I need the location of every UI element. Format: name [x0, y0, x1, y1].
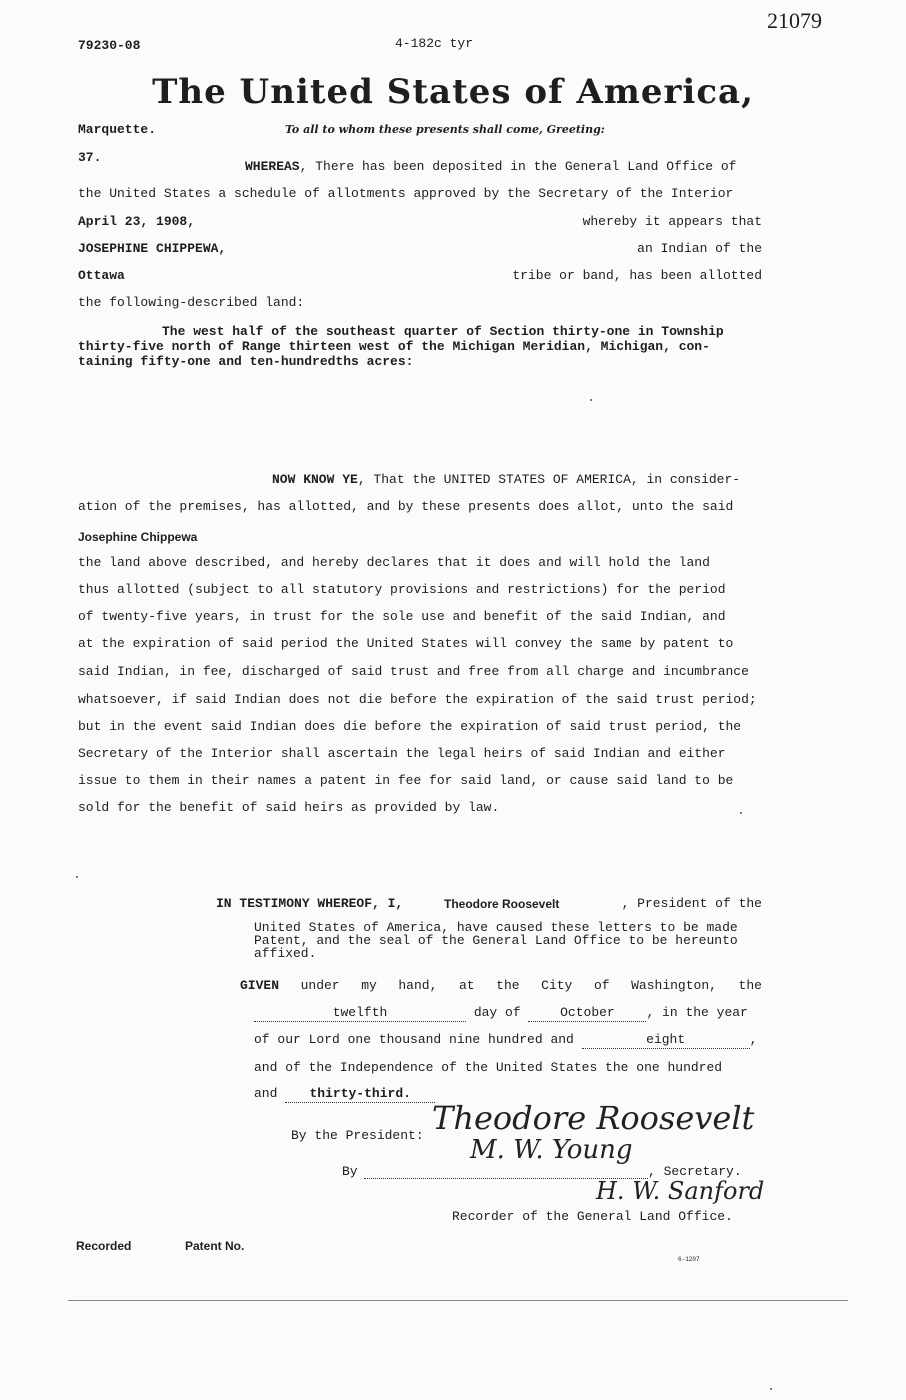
tribe-name: Ottawa — [78, 268, 125, 283]
document-title: The United States of America, — [152, 72, 754, 112]
day-field: twelfth — [254, 1005, 466, 1022]
land-lead: the following-described land: — [78, 295, 305, 310]
land-office: Marquette. — [78, 122, 157, 137]
recorder-signature: H. W. Sanford — [596, 1177, 765, 1205]
body-line-1: the land above described, and hereby declares that it does and will hold the land — [78, 555, 710, 570]
body-line-8: Secretary of the Interior shall ascertain the legal heirs of said Indian and either — [78, 746, 726, 761]
tribe-tail: tribe or band, has been allotted — [512, 268, 762, 283]
given-line: GIVEN under my hand, at the City of Washington, the — [240, 978, 762, 993]
day-line: twelfth day of October , in the year — [254, 1005, 748, 1022]
secretary-label: , Secretary. — [648, 1164, 742, 1179]
by-label: By — [342, 1164, 358, 1179]
by-president-label: By the President: — [291, 1128, 424, 1143]
patent-number-label: Patent No. — [185, 1239, 245, 1253]
body-line-7: but in the event said Indian does die before the expiration of said trust period, the — [78, 719, 742, 734]
body-line-10: sold for the benefit of said heirs as provided by law. — [78, 800, 500, 815]
allottee-name-caps: JOSEPHINE CHIPPEWA, — [78, 241, 227, 256]
secretary-signature: M. W. Young — [470, 1135, 633, 1165]
scan-speck — [770, 1388, 772, 1390]
whereas-line-2: the United States a schedule of allotments approved by the Secretary of the Interior — [78, 186, 734, 201]
recorder-label: Recorder of the General Land Office. — [452, 1209, 733, 1224]
body-line-3: of twenty-five years, in trust for the sole use and benefit of the said Indian, and — [78, 609, 726, 624]
recorded-label: Recorded — [76, 1239, 132, 1253]
testimony-tail: , President of the — [621, 896, 762, 911]
body-line-5: said Indian, in fee, discharged of said trust and free from all charge and incumbrance — [78, 664, 749, 679]
record-number: 37. — [78, 150, 102, 165]
president-name: Theodore Roosevelt — [444, 897, 560, 911]
form-code: 6-1207 — [678, 1256, 700, 1263]
president-signature: Theodore Roosevelt — [432, 1099, 755, 1137]
land-description-3: taining fifty-one and ten-hundredths acres: — [78, 354, 414, 369]
bottom-rule — [68, 1300, 848, 1301]
whereas-rest: , There has been deposited in the General Land Office of — [299, 159, 737, 174]
body-line-4: at the expiration of said period the United States will convey the same by patent to — [78, 636, 734, 651]
testimony-line-1: United States of America, have caused these letters to be made — [254, 920, 738, 935]
body-line-2: thus allotted (subject to all statutory provisions and restrictions) for the period — [78, 582, 726, 597]
whereas-lead: WHEREAS — [245, 159, 300, 174]
approval-date: April 23, 1908, — [78, 214, 196, 229]
allottee-tail: an Indian of the — [637, 241, 762, 256]
body-line-9: issue to them in their names a patent in fee for said land, or cause said land to be — [78, 773, 734, 788]
document-number: 21079 — [767, 8, 822, 33]
greeting: To all to whom these presents shall come, Greeting: — [285, 123, 605, 136]
allottee-name: Josephine Chippewa — [78, 530, 198, 544]
now-know-line-1: NOW KNOW YE, That the UNITED STATES OF AMERICA, in consider- — [272, 472, 741, 487]
year-field: eight — [582, 1032, 750, 1049]
serial-number: 79230-08 — [78, 38, 141, 53]
land-description-1: The west half of the southeast quarter of Section thirty-one in Township — [162, 324, 724, 339]
land-description-2: thirty-five north of Range thirteen west of the Michigan Meridian, Michigan, con- — [78, 339, 710, 354]
independence-line: and of the Independence of the United States the one hundred — [254, 1060, 723, 1075]
approval-date-tail: whereby it appears that — [582, 214, 762, 229]
independence-year-line: and thirty-third. — [254, 1086, 435, 1103]
independence-year-field: thirty-third. — [285, 1086, 435, 1103]
scan-speck — [76, 876, 78, 878]
year-line: of our Lord one thousand nine hundred and eight , — [254, 1032, 758, 1047]
whereas-line-1 — [245, 159, 736, 175]
testimony-line-3: affixed. — [254, 946, 317, 961]
month-field: October — [528, 1005, 646, 1022]
testimony-lead: IN TESTIMONY WHEREOF, I, — [216, 896, 404, 911]
scan-speck — [740, 812, 742, 814]
now-know-line-2: ation of the premises, has allotted, and by these presents does allot, unto the said — [78, 499, 734, 514]
testimony-line-2: Patent, and the seal of the General Land Office to be hereunto — [254, 933, 738, 948]
form-number: 4-182c tyr — [395, 36, 474, 51]
body-line-6: whatsoever, if said Indian does not die before the expiration of the said trust period; — [78, 692, 757, 707]
scan-speck — [590, 399, 592, 401]
